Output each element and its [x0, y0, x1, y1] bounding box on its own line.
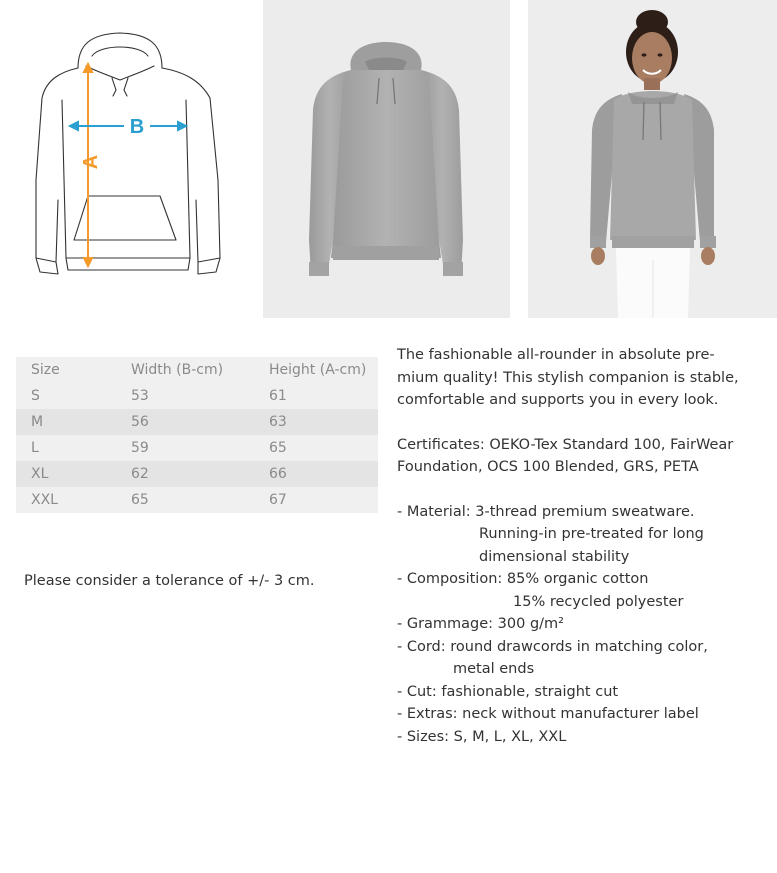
table-cell: 65: [269, 435, 378, 461]
spec-cord: [397, 636, 767, 681]
spec-line: 15% recycled polyester: [513, 593, 684, 610]
table-cell: XXL: [16, 487, 131, 513]
intro-line: comfortable and supports you in every look.: [397, 392, 719, 408]
table-cell: 66: [269, 461, 378, 487]
table-cell: 63: [269, 409, 378, 435]
table-cell: 59: [131, 435, 269, 461]
spec-material: [397, 501, 767, 569]
spec-line: Running-in pre-treated for long: [479, 526, 704, 542]
spec-composition: [397, 568, 767, 613]
table-row: [16, 461, 378, 487]
intro-line: mium quality! This stylish companion is stable,: [397, 369, 739, 386]
column-header: Width (B-cm): [131, 357, 269, 383]
size-table: [16, 357, 378, 513]
table-cell: 61: [269, 383, 378, 409]
table-cell: L: [16, 435, 131, 461]
product-description: [397, 344, 767, 748]
spec-extras: - Extras: neck without manufacturer label: [397, 706, 699, 722]
size-diagram: [0, 0, 262, 318]
spec-sizes: - Sizes: S, M, L, XL, XXL: [397, 728, 567, 745]
spec-list: [397, 501, 767, 749]
table-row: [16, 435, 378, 461]
table-header-row: [16, 357, 378, 383]
table-cell: 53: [131, 383, 269, 409]
column-header: Size: [16, 357, 131, 383]
table-cell: 67: [269, 487, 378, 513]
column-header: Height (A-cm): [269, 357, 378, 383]
spec-grammage: - Grammage: 300 g/m²: [397, 616, 564, 632]
intro-text: [397, 344, 767, 412]
table-cell: S: [16, 383, 131, 409]
label-a: A: [80, 154, 102, 170]
table-row: [16, 383, 378, 409]
intro-line: The fashionable all-rounder in absolute pre-: [397, 347, 715, 363]
certificates-line: Certificates: OEKO-Tex Standard 100, FairWear: [397, 436, 734, 453]
model-photo: [528, 0, 777, 318]
table-cell: 65: [131, 487, 269, 513]
hoodie-outline-diagram: [0, 0, 262, 318]
product-photo: [263, 0, 510, 318]
table-cell: 62: [131, 461, 269, 487]
label-b: B: [129, 116, 145, 138]
spec-line: metal ends: [453, 661, 535, 677]
table-row: [16, 487, 378, 513]
spec-line: dimensional stability: [479, 548, 630, 565]
spec-line: - Composition: 85% organic cotton: [397, 571, 649, 587]
table-cell: XL: [16, 461, 131, 487]
spec-cut: - Cut: fashionable, straight cut: [397, 683, 619, 700]
table-cell: 56: [131, 409, 269, 435]
certificates-text: [397, 434, 767, 479]
spec-line: - Material: 3-thread premium sweatware.: [397, 503, 695, 520]
certificates-line: Foundation, OCS 100 Blended, GRS, PETA: [397, 459, 699, 475]
table-cell: M: [16, 409, 131, 435]
tolerance-note: Please consider a tolerance of +/- 3 cm.: [24, 573, 315, 589]
table-row: [16, 409, 378, 435]
grey-hoodie-image: [263, 0, 510, 318]
spec-line: - Cord: round drawcords in matching color,: [397, 638, 708, 655]
model-wearing-hoodie-image: [528, 0, 777, 318]
